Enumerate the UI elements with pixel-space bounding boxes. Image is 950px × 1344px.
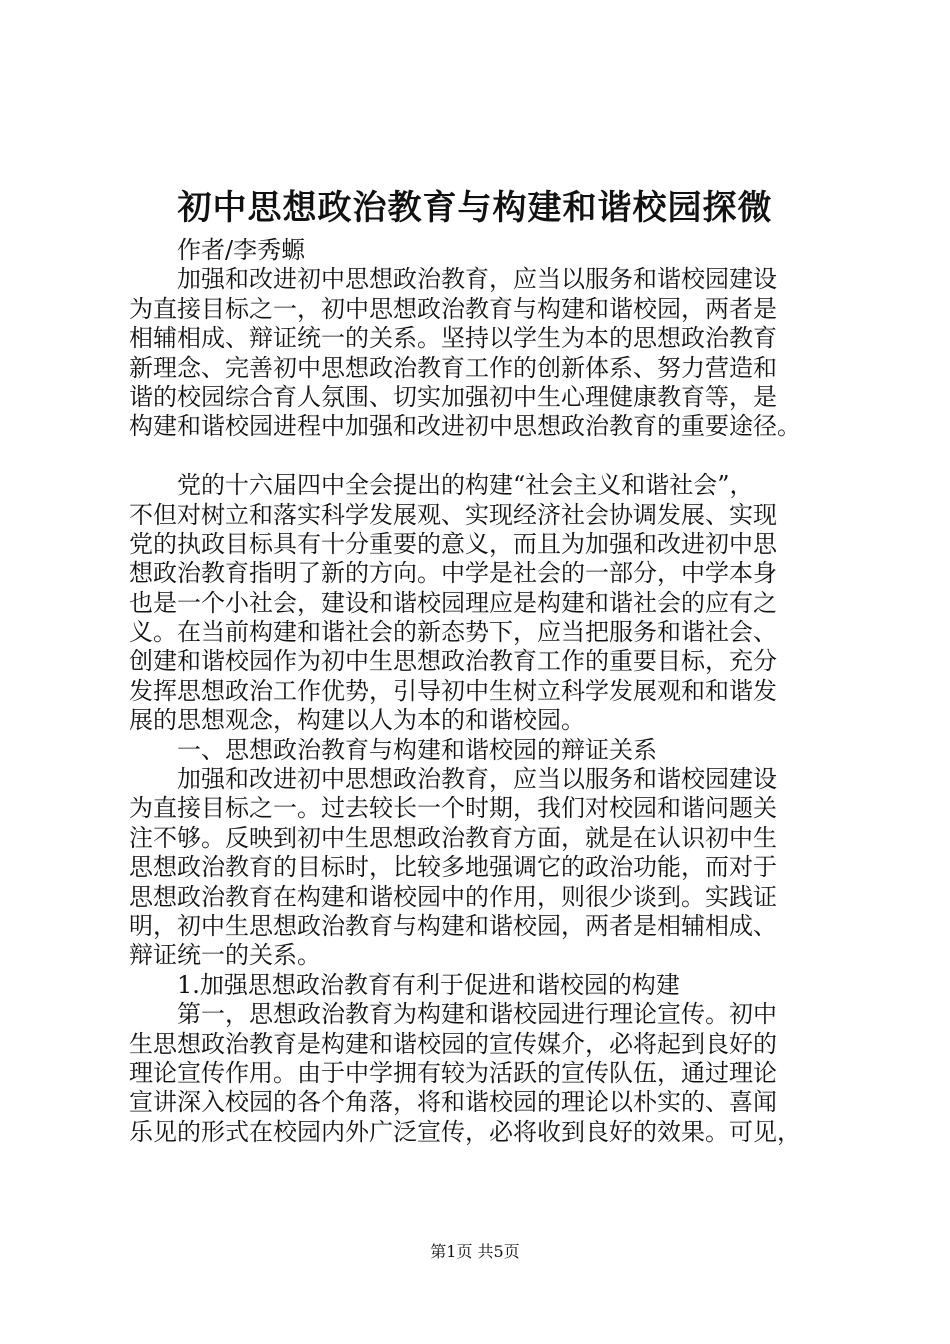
paragraph-line: 为直接目标之一，初中思想政治教育与构建和谐校园，两者是: [129, 294, 777, 323]
paragraph-line: 展的思想观念，构建以人为本的和谐校园。: [129, 706, 585, 735]
paragraph-line: 发挥思想政治工作优势，引导初中生树立科学发展观和和谐发: [129, 676, 777, 705]
paragraph-line: 辩证统一的关系。: [129, 941, 321, 970]
paragraph-line: 谐的校园综合育人氛围、切实加强初中生心理健康教育等，是: [129, 382, 777, 411]
paragraph-line: 义。在当前构建和谐社会的新态势下，应当把服务和谐社会、: [129, 618, 777, 647]
paragraph-line: 构建和谐校园进程中加强和改进初中思想政治教育的重要途径。: [129, 412, 801, 441]
subsection-heading-1: 1.加强思想政治教育有利于促进和谐校园的构建: [177, 970, 680, 999]
document-title: 初中思想政治教育与构建和谐校园探微: [177, 188, 773, 228]
paragraph-line: 创建和谐校园作为初中生思想政治教育工作的重要目标，充分: [129, 647, 777, 676]
paragraph-line: 为直接目标之一。过去较长一个时期，我们对校园和谐问题关: [129, 794, 777, 823]
paragraph-line: 新理念、完善初中思想政治教育工作的创新体系、努力营造和: [129, 353, 777, 382]
page-footer: 第1页 共5页: [430, 1242, 520, 1261]
paragraph-3: [129, 765, 829, 971]
paragraph-line: 生思想政治教育是构建和谐校园的宣传媒介，必将起到良好的: [129, 1029, 777, 1058]
paragraph-line: 注不够。反映到初中生思想政治教育方面，就是在认识初中生: [129, 823, 777, 852]
author-line: 作者/李秀螈: [177, 236, 306, 264]
paragraph-line: 思想政治教育在构建和谐校园中的作用，则很少谈到。实践证: [129, 882, 777, 911]
document-body: [129, 236, 829, 1147]
paragraph-line: 党的执政目标具有十分重要的意义，而且为加强和改进初中思: [129, 529, 777, 558]
paragraph-line: 思想政治教育的目标时，比较多地强调它的政治功能，而对于: [129, 853, 777, 882]
paragraph-line: 相辅相成、辩证统一的关系。坚持以学生为本的思想政治教育: [129, 324, 777, 353]
paragraph-4: [129, 1000, 829, 1147]
paragraph-line: 想政治教育指明了新的方向。中学是社会的一部分，中学本身: [129, 559, 777, 588]
paragraph-gap: [129, 442, 829, 471]
paragraph-line: 理论宣传作用。由于中学拥有较为活跃的宣传队伍，通过理论: [129, 1058, 777, 1087]
section-heading-1: 一、思想政治教育与构建和谐校园的辩证关系: [177, 735, 657, 764]
paragraph-2: [129, 471, 829, 736]
paragraph-line: 乐见的形式在校园内外广泛宣传，必将收到良好的效果。可见，: [129, 1117, 801, 1146]
paragraph-line: 宣讲深入校园的各个角落，将和谐校园的理论以朴实的、喜闻: [129, 1088, 777, 1117]
paragraph-line: 也是一个小社会，建设和谐校园理应是构建和谐社会的应有之: [129, 588, 777, 617]
paragraph-line: 明，初中生思想政治教育与构建和谐校园，两者是相辅相成、: [129, 911, 777, 940]
paragraph-line: 党的十六届四中全会提出的构建“社会主义和谐社会”，: [177, 471, 754, 500]
paragraph-line: 加强和改进初中思想政治教育，应当以服务和谐校园建设: [177, 765, 777, 794]
paragraph-line: 第一，思想政治教育为构建和谐校园进行理论宣传。初中: [177, 1000, 777, 1029]
paragraph-1: [129, 265, 829, 441]
paragraph-line: 加强和改进初中思想政治教育，应当以服务和谐校园建设: [177, 265, 777, 294]
paragraph-line: 不但对树立和落实科学发展观、实现经济社会协调发展、实现: [129, 500, 777, 529]
